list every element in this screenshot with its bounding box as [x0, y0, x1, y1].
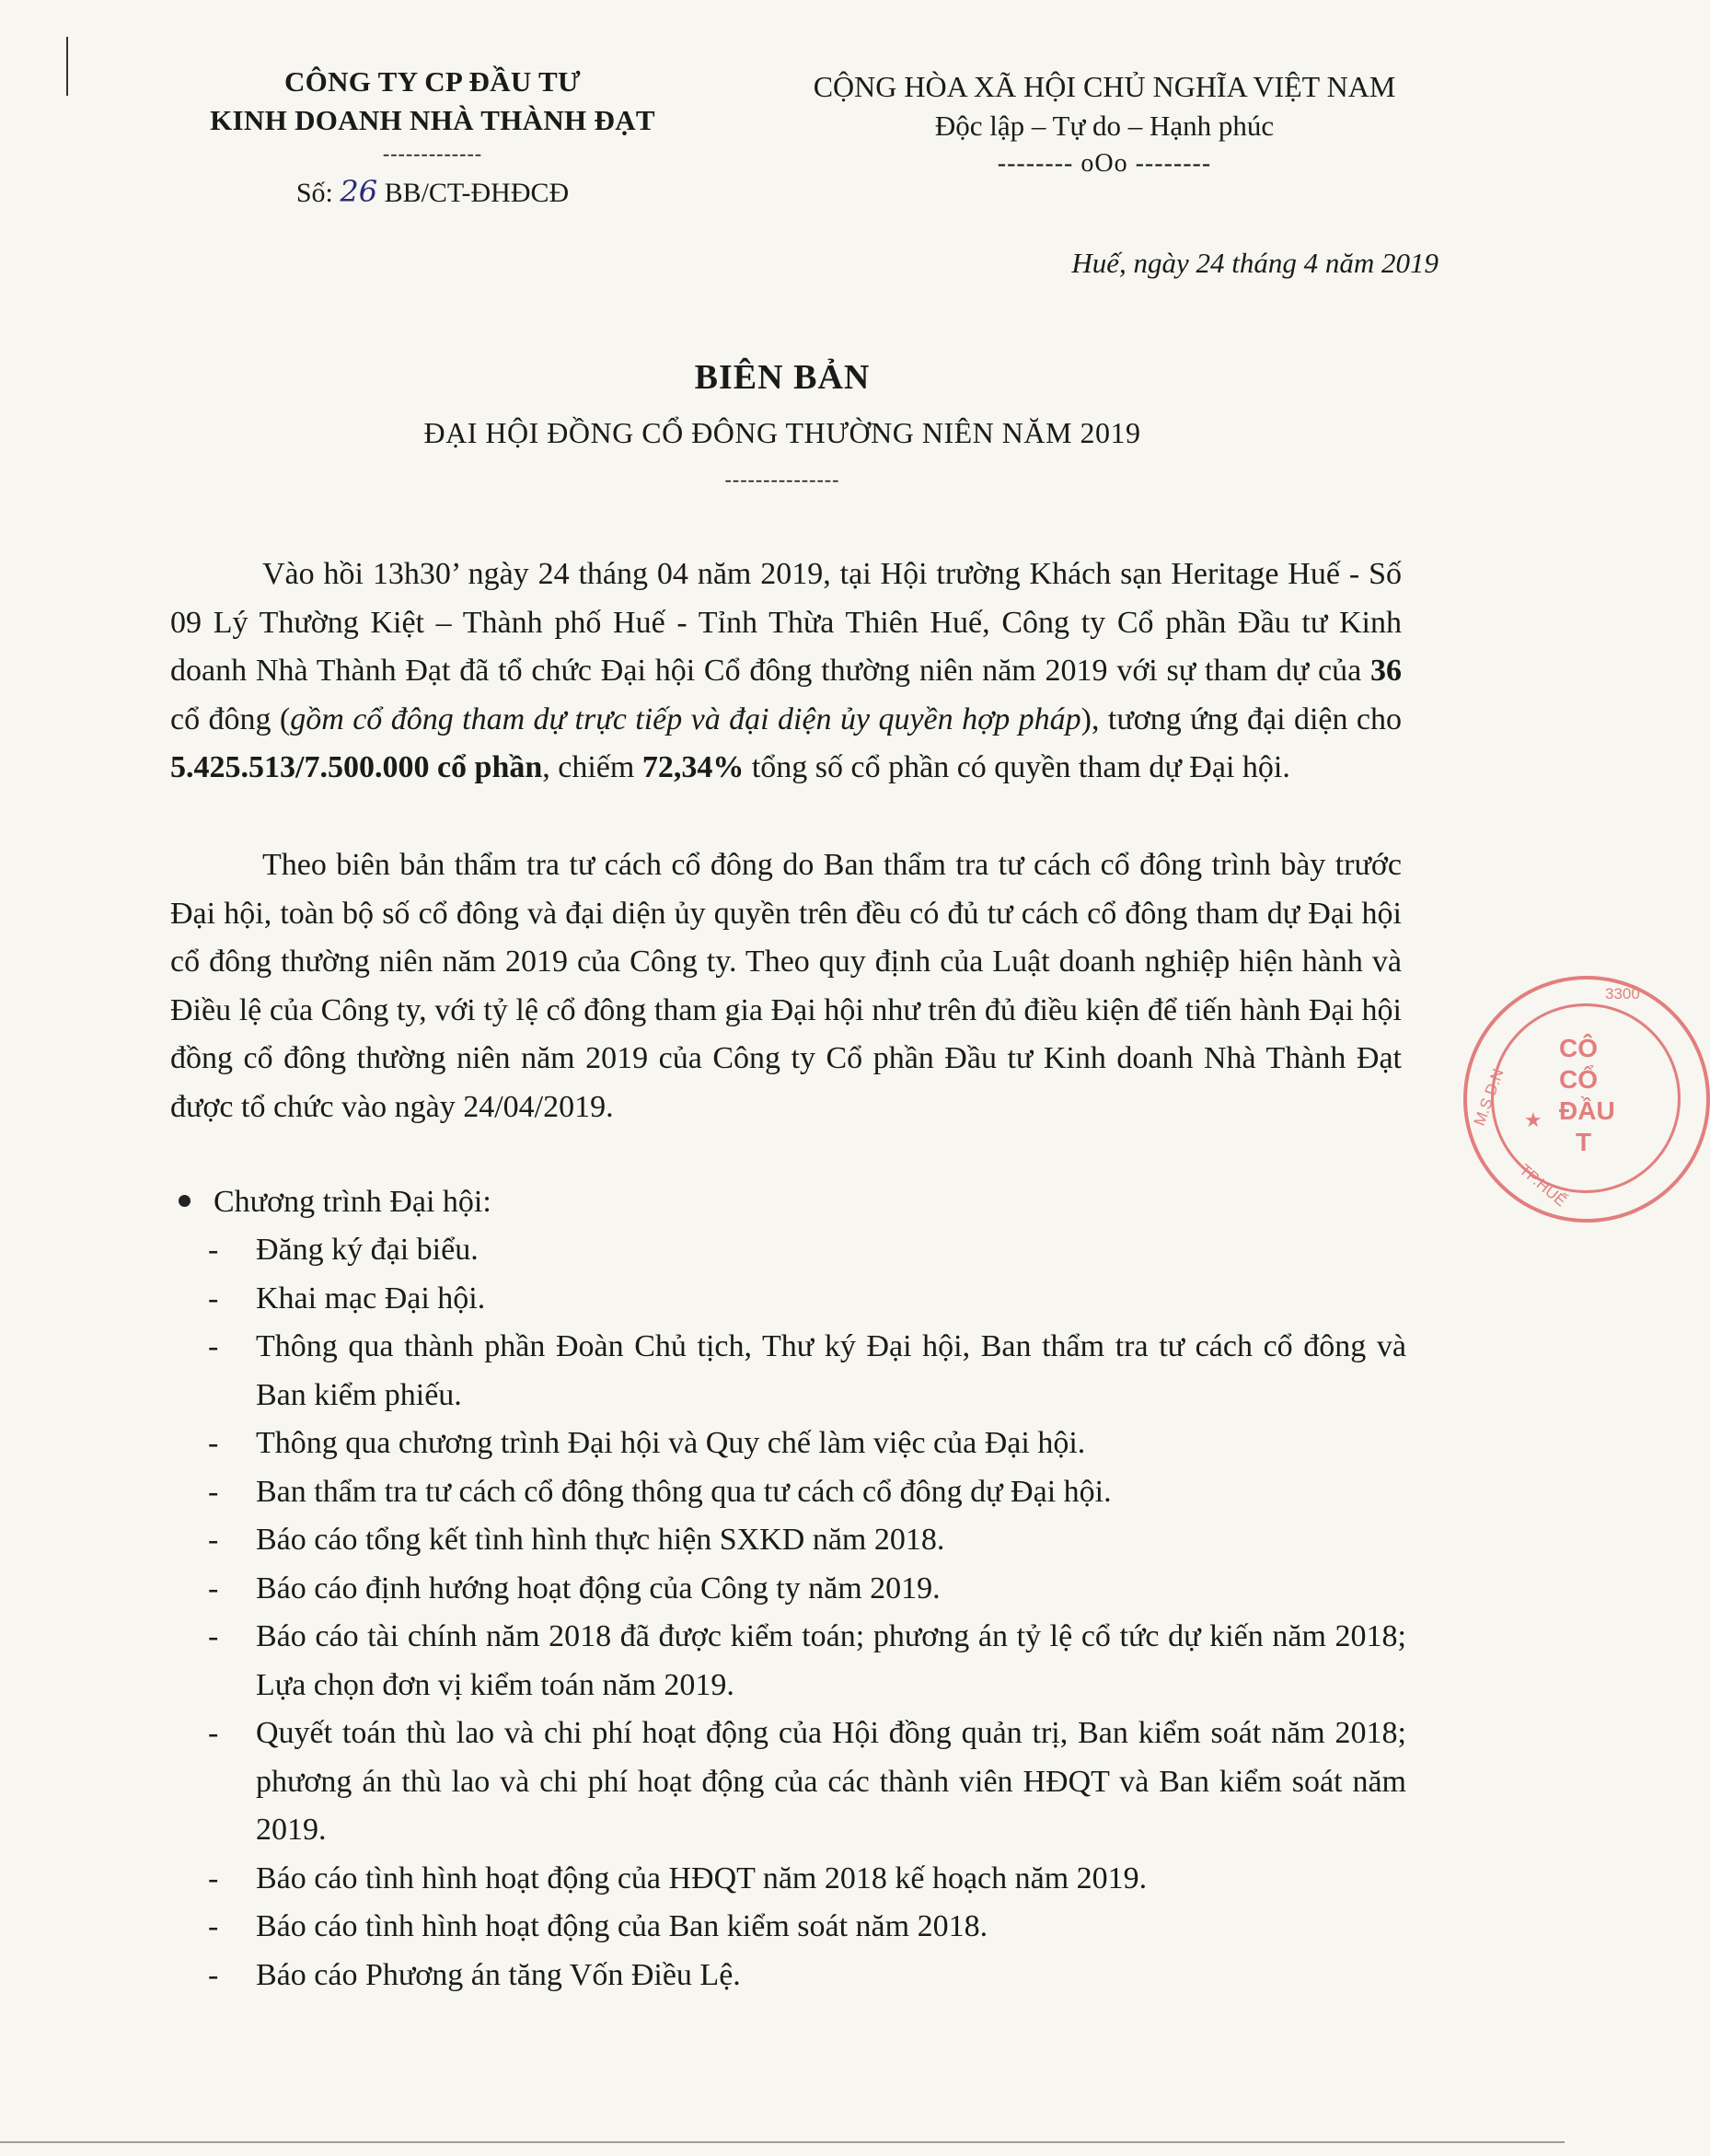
- paragraph-verification: Theo biên bản thẩm tra tư cách cổ đông do Ban thẩm tra tư cách cổ đông trình bày trước Đại hội, toàn bộ số cổ đông và đại diện ủy quyền trên đều có đủ tư cách cổ đông tham dự Đại hội cổ đông thường niên năm 2019 của Công ty. Theo quy định của Luật doanh nghiệp hiện hành và Điều lệ của Công ty, với tỷ lệ cổ đông tham gia Đại hội như trên đủ điều kiện để tiến hành Đại hội đồng cổ đông thường niên năm 2019 của Công ty Cổ phần Đầu tư Kinh doanh Nhà Thành Đạt được tổ chức vào ngày 24/04/2019.: [170, 848, 1402, 1124]
- document-number-prefix: Số:: [295, 178, 341, 208]
- bullet-icon: [179, 1195, 191, 1207]
- agenda-item-text: Đăng ký đại biểu.: [256, 1233, 479, 1267]
- document-date: Huế, ngày 24 tháng 4 năm 2019: [1071, 247, 1438, 279]
- seal-star-icon: ★: [1524, 1108, 1542, 1131]
- scan-bottom-edge: [0, 2141, 1565, 2143]
- agenda-item-text: Báo cáo tổng kết tình hình thực hiện SXKD năm 2018.: [256, 1523, 945, 1557]
- subtitle-divider: ---------------: [724, 468, 840, 491]
- company-seal: [1463, 976, 1710, 1223]
- company-name-line2: KINH DOANH NHÀ THÀNH ĐẠT: [210, 104, 655, 136]
- agenda-list: [208, 1226, 1406, 2000]
- seal-ring-left: M.S.D.N: [1470, 1066, 1508, 1129]
- seal-text-line: CÔ: [1559, 1034, 1598, 1062]
- agenda-item: [208, 1613, 1406, 1710]
- national-header: [755, 66, 1454, 182]
- dash-marker: -: [208, 1523, 219, 1557]
- seal-text-line: ĐẦU: [1559, 1096, 1615, 1125]
- national-title: CỘNG HÒA XÃ HỘI CHỦ NGHĨA VIỆT NAM: [813, 70, 1396, 103]
- dash-marker: -: [208, 1426, 219, 1460]
- seal-ring-bottom: TP.HUẾ: [1516, 1161, 1570, 1211]
- agenda-item: [208, 1565, 1406, 1614]
- agenda-item: [208, 1420, 1406, 1468]
- document-number: [147, 168, 718, 217]
- dash-marker: -: [208, 1233, 219, 1267]
- agenda-item: [208, 1952, 1406, 2000]
- agenda-item: [208, 1710, 1406, 1855]
- national-motto: Độc lập – Tự do – Hạnh phúc: [934, 110, 1275, 142]
- share-percentage: 72,34%: [641, 750, 745, 784]
- document-number-handwritten: 26: [340, 174, 378, 209]
- national-divider: -------- oOo --------: [997, 149, 1212, 178]
- agenda-item-text: Báo cáo tài chính năm 2018 đã được kiểm toán; phương án tỷ lệ cổ tức dự kiến năm 2018; Lựa chọn đơn vị kiểm toán năm 2019.: [256, 1619, 1406, 1702]
- paragraph-opening-text: tổng số cổ phần có quyền tham dự Đại hội.: [744, 750, 1290, 784]
- agenda-item-text: Ban thẩm tra tư cách cổ đông thông qua tư cách cổ đông dự Đại hội.: [256, 1474, 1112, 1509]
- agenda-heading: [214, 1178, 491, 1227]
- dash-marker: -: [208, 1716, 219, 1750]
- seal-text-line: CỔ: [1559, 1065, 1598, 1094]
- agenda-item: [208, 1903, 1406, 1952]
- company-header: [147, 63, 718, 217]
- dash-marker: -: [208, 1474, 219, 1509]
- agenda-item-text: Thông qua chương trình Đại hội và Quy chế làm việc của Đại hội.: [256, 1426, 1086, 1460]
- agenda-item: [208, 1855, 1406, 1904]
- agenda-item: [208, 1516, 1406, 1565]
- dash-marker: -: [208, 1329, 219, 1363]
- agenda-item: [208, 1226, 1406, 1275]
- margin-mark: [66, 37, 68, 96]
- dash-marker: -: [208, 1957, 219, 1992]
- document-subtitle: ĐẠI HỘI ĐỒNG CỔ ĐÔNG THƯỜNG NIÊN NĂM 2019: [423, 416, 1141, 449]
- paragraph-opening-text: ), tương ứng đại diện cho: [1080, 701, 1402, 736]
- dash-marker: -: [208, 1619, 219, 1653]
- seal-text-line: T: [1576, 1128, 1592, 1156]
- agenda-item-text: Quyết toán thù lao và chi phí hoạt động của Hội đồng quản trị, Ban kiểm soát năm 2018; phương án thù lao và chi phí hoạt động của các thành viên HĐQT và Ban kiểm soát năm 2019.: [256, 1716, 1406, 1847]
- agenda-heading-text: Chương trình Đại hội:: [214, 1185, 491, 1219]
- document-number-suffix: BB/CT-ĐHĐCĐ: [377, 178, 570, 208]
- agenda-item: [208, 1323, 1406, 1420]
- paragraph-opening: [170, 551, 1402, 793]
- agenda-item-text: Báo cáo định hướng hoạt động của Công ty năm 2019.: [256, 1571, 941, 1605]
- dash-marker: -: [208, 1909, 219, 1943]
- agenda-item-text: Báo cáo tình hình hoạt động của HĐQT năm 2018 kế hoạch năm 2019.: [256, 1860, 1148, 1895]
- agenda-item-text: Báo cáo Phương án tăng Vốn Điều Lệ.: [256, 1957, 741, 1992]
- paragraph-opening-text: Vào hồi 13h30’ ngày 24 tháng 04 năm 2019, tại Hội trường Khách sạn Heritage Huế - Số 09 Lý Thường Kiệt – Thành phố Huế - Tỉnh Thừa Thiên Huế, Công ty Cổ phần Đầu tư Kinh doanh Nhà Thành Đạt đã tổ chức Đại hội Cổ đông thường niên năm 2019 với sự tham dự của: [170, 557, 1402, 688]
- seal-text: [1559, 1033, 1615, 1158]
- document-title: BIÊN BẢN: [694, 358, 871, 397]
- paragraph-opening-text: cổ đông (: [170, 701, 291, 736]
- dash-marker: -: [208, 1860, 219, 1895]
- shareholder-count: 36: [1370, 654, 1402, 688]
- paragraph-opening-italic: gồm cổ đông tham dự trực tiếp và đại diện ủy quyền hợp pháp: [290, 701, 1081, 736]
- agenda-item-text: Thông qua thành phần Đoàn Chủ tịch, Thư ký Đại hội, Ban thẩm tra tư cách cổ đông và Ban kiểm phiếu.: [256, 1329, 1406, 1412]
- agenda-item: [208, 1275, 1406, 1324]
- agenda-item: [208, 1468, 1406, 1517]
- dash-marker: -: [208, 1281, 219, 1316]
- agenda-item-text: Khai mạc Đại hội.: [256, 1281, 486, 1316]
- dash-marker: -: [208, 1571, 219, 1605]
- seal-ring-top: 3300: [1605, 985, 1640, 1003]
- share-count: 5.425.513/7.500.000 cổ phần: [170, 750, 543, 784]
- agenda-item-text: Báo cáo tình hình hoạt động của Ban kiểm soát năm 2018.: [256, 1909, 988, 1943]
- paragraph-opening-text: , chiếm: [542, 750, 642, 784]
- company-divider: -------------: [382, 142, 483, 165]
- company-name-line1: CÔNG TY CP ĐẦU TƯ: [283, 65, 582, 98]
